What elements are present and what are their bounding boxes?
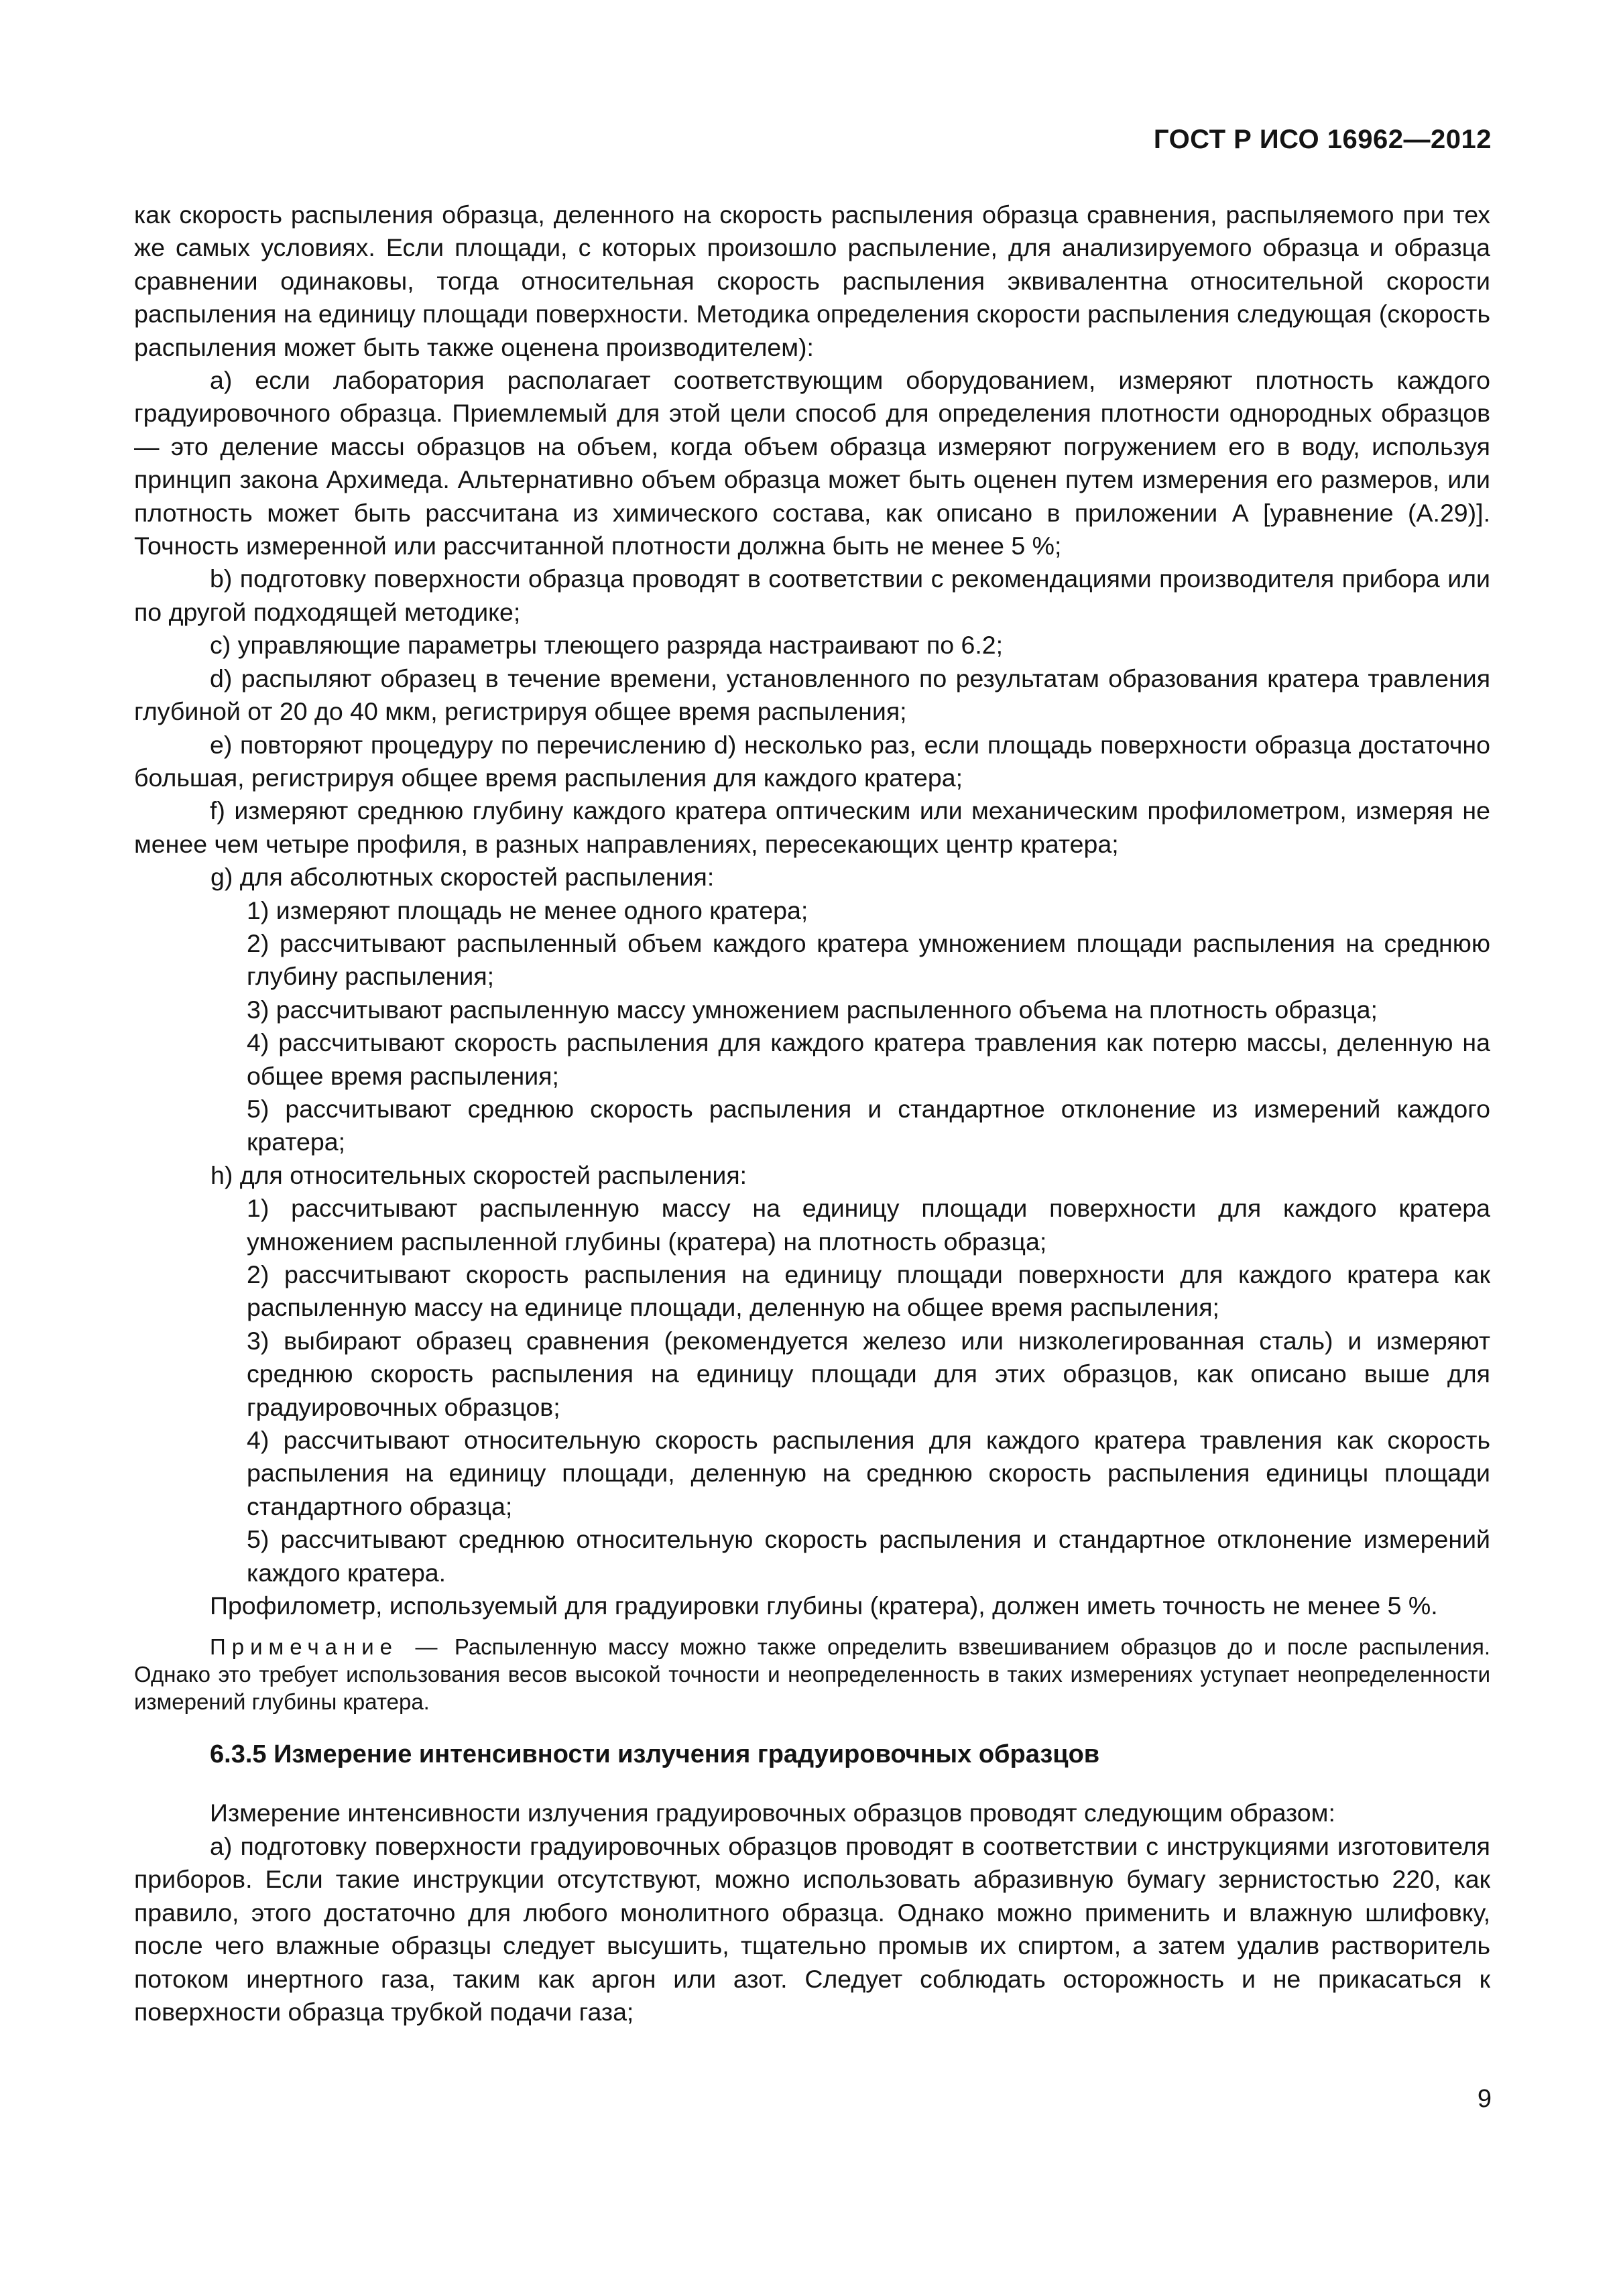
list-item-d: d) распыляют образец в течение времени, установленного по результатам образования кратера травления глубиной от 20 до 40 мкм, регистрируя общее время распыления;	[134, 664, 1490, 726]
section-lead: Измерение интенсивности излучения градуировочных образцов проводят следующим образом:	[210, 1799, 1335, 1827]
sub-item-g1: 1) измеряют площадь не менее одного кратера;	[247, 896, 808, 924]
note-label: Примечание —	[210, 1634, 444, 1660]
profilometer-paragraph: Профилометр, используемый для градуировки глубины (кратера), должен иметь точность не менее 5 %.	[210, 1591, 1438, 1620]
list-item-b: b) подготовку поверхности образца проводят в соответствии с рекомендациями производителя прибора или по другой подходящей методике;	[134, 564, 1490, 626]
document-header: ГОСТ Р ИСО 16962—2012	[1153, 125, 1492, 154]
sub-item-g4: 4) рассчитывают скорость распыления для каждого кратера травления как потерю массы, деленную на общее время распыления;	[247, 1028, 1490, 1090]
note-text: Распыленную массу можно также определить взвешиванием образцов до и после распыления. Однако это требует использования весов высокой точности и неопределенность в таких измерениях уступает неопределенности измерений глубины кратера.	[134, 1634, 1490, 1715]
sub-item-h5: 5) рассчитывают среднюю относительную скорость распыления и стандартное отклонение измерений каждого кратера.	[247, 1525, 1490, 1587]
section-item-a: а) подготовку поверхности градуировочных образцов проводят в соответствии с инструкциями изготовителя приборов. Если такие инструкции отсутствуют, можно использовать абразивную бумагу зернистостью 220, как правило, этого достаточно для любого монолитного образца. Однако можно применить и влажную шлифовку, после чего влажные образцы следует высушить, тщательно промыв их спиртом, а затем удалив растворитель потоком инертного газа, таким как аргон или азот. Следует соблюдать осторожность и не прикасаться к поверхности образца трубкой подачи газа;	[134, 1831, 1490, 2026]
list-item-c: с) управляющие параметры тлеющего разряда настраивают по 6.2;	[210, 631, 1004, 660]
sub-item-h1: 1) рассчитывают распыленную массу на единицу площади поверхности для каждого кратера умножением распыленной глубины (кратера) на плотность образца;	[247, 1194, 1490, 1256]
sub-item-g5: 5) рассчитывают среднюю скорость распыления и стандартное отклонение из измерений каждого кратера;	[247, 1094, 1490, 1156]
list-item-e: е) повторяют процедуру по перечислению d) несколько раз, если площадь поверхности образца достаточно большая, регистрируя общее время распыления для каждого кратера;	[134, 730, 1490, 792]
sub-item-h4: 4) рассчитывают относительную скорость распыления для каждого кратера травления как скорость распыления на единицу площади, деленную на среднюю скорость распыления единицы площади стандартного образца;	[247, 1426, 1490, 1520]
intro-paragraph: как скорость распыления образца, деленного на скорость распыления образца сравнения, распыляемого при тех же самых условиях. Если площади, с которых произошло распыление, для анализируемого образца и образца сравнении одинаковы, тогда относительная скорость распыления эквивалентна относительной скорости распыления на единицу площади поверхности. Методика определения скорости распыления следующая (скорость распыления может быть также оценена производителем):	[134, 200, 1490, 361]
list-item-a: а) если лаборатория располагает соответствующим оборудованием, измеряют плотность каждого градуировочного образца. Приемлемый для этой цели способ для определения плотности однородных образцов — это деление массы образцов на объем, когда объем образца измеряют погружением его в воду, используя принцип закона Архимеда. Альтернативно объем образца может быть оценен путем измерения его размеров, или плотность может быть рассчитана из химического состава, как описано в приложении А [уравнение (А.29)]. Точность измеренной или рассчитанной плотности должна быть не менее 5 %;	[134, 366, 1490, 560]
sub-item-h2: 2) рассчитывают скорость распыления на единицу площади поверхности для каждого кратера как распыленную массу на единице площади, деленную на общее время распыления;	[247, 1260, 1490, 1322]
page-number: 9	[1477, 2085, 1492, 2113]
list-item-f: f) измеряют среднюю глубину каждого кратера оптическим или механическим профилометром, измеряя не менее чем четыре профиля, в разных направлениях, пересекающих центр кратера;	[134, 796, 1490, 858]
page-body	[134, 198, 1490, 2029]
list-item-h: h) для относительных скоростей распыления:	[211, 1160, 747, 1189]
section-heading: 6.3.5 Измерение интенсивности излучения градуировочных образцов	[210, 1740, 1100, 1769]
list-item-g: g) для абсолютных скоростей распыления:	[211, 863, 715, 892]
sub-item-h3: 3) выбирают образец сравнения (рекомендуется железо или низколегированная сталь) и измеряют среднюю скорость распыления на единицу площади для этих образцов, как описано выше для градуировочных образцов;	[247, 1326, 1490, 1421]
sub-item-g2: 2) рассчитывают распыленный объем каждого кратера умножением площади распыления на среднюю глубину распыления;	[247, 928, 1490, 991]
sub-item-g3: 3) рассчитывают распыленную массу умножением распыленного объема на плотность образца;	[247, 995, 1378, 1024]
note-paragraph	[134, 1633, 1490, 1715]
